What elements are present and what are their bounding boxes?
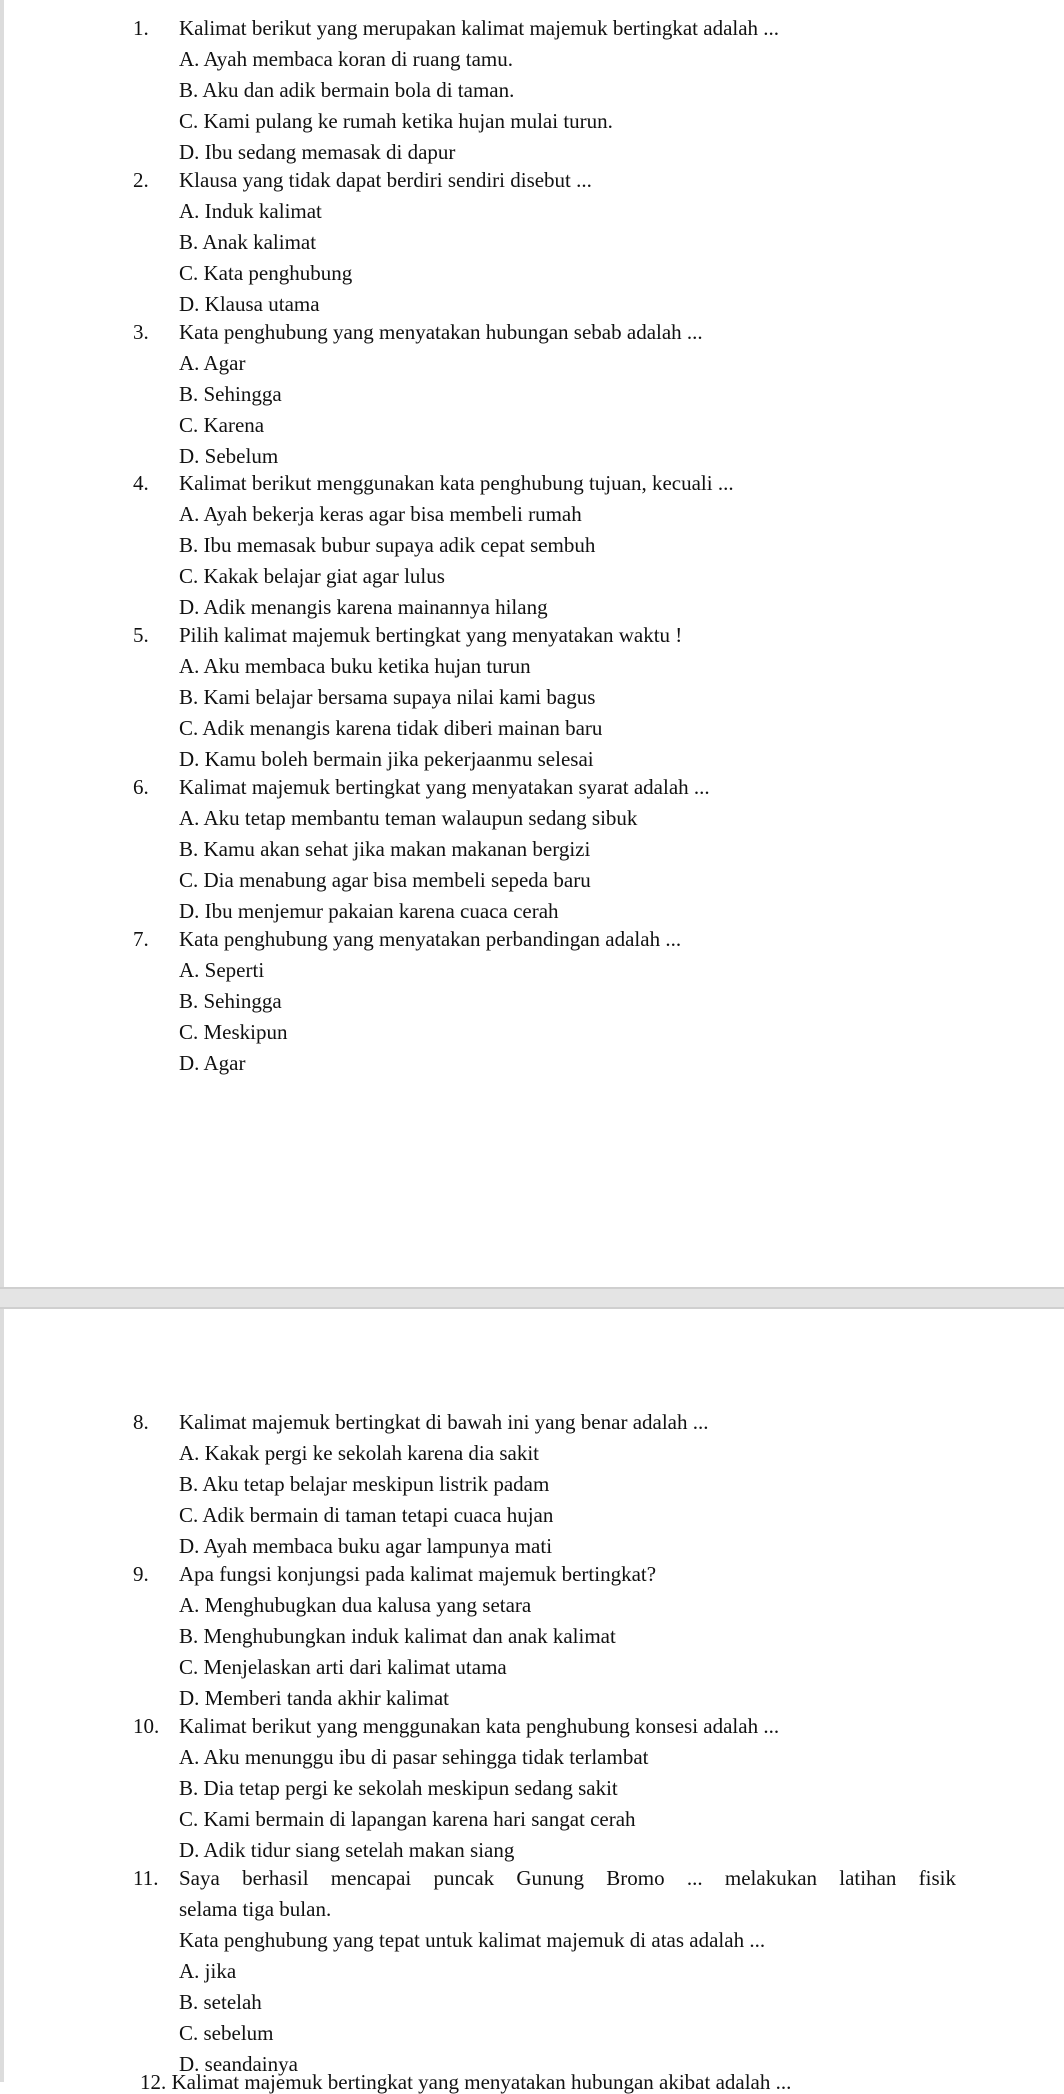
cut-off-question: 12. Kalimat majemuk bertingkat yang menyatakan hubungan akibat adalah ...: [140, 2070, 792, 2094]
question-11: [0, 1863, 1064, 2080]
option-d: D. Ayah membaca buku agar lampunya mati: [179, 1534, 553, 1558]
option-d: D. Sebelum: [179, 444, 279, 468]
option-b: B. Sehingga: [179, 382, 282, 406]
question-8: [0, 1407, 1064, 1562]
question-number: 3.: [133, 320, 149, 344]
option-b: B. Aku dan adik bermain bola di taman.: [179, 78, 515, 102]
question-5: [0, 620, 1064, 775]
question-text: Apa fungsi konjungsi pada kalimat majemuk bertingkat?: [179, 1562, 657, 1586]
option-c: C. Kakak belajar giat agar lulus: [179, 564, 445, 588]
option-d: D. seandainya: [179, 2052, 298, 2076]
option-a: A. Ayah membaca koran di ruang tamu.: [179, 47, 513, 71]
question-7: [0, 924, 1064, 1079]
question-number: 2.: [133, 168, 149, 192]
question-number: 11.: [133, 1866, 159, 1890]
question-number: 4.: [133, 471, 149, 495]
option-a: A. Induk kalimat: [179, 199, 322, 223]
option-c: C. Menjelaskan arti dari kalimat utama: [179, 1655, 507, 1679]
option-a: A. Menghubugkan dua kalusa yang setara: [179, 1593, 532, 1617]
option-b: B. Anak kalimat: [179, 230, 317, 254]
option-b: B. Menghubungkan induk kalimat dan anak kalimat: [179, 1624, 616, 1648]
option-a: A. Aku menunggu ibu di pasar sehingga tidak terlambat: [179, 1745, 649, 1769]
option-b: B. Aku tetap belajar meskipun listrik padam: [179, 1472, 550, 1496]
option-d: D. Agar: [179, 1051, 246, 1075]
question-text: Klausa yang tidak dapat berdiri sendiri disebut ...: [179, 168, 592, 192]
question-10: [0, 1711, 1064, 1866]
question-number: 10.: [133, 1714, 160, 1738]
question-text: Kalimat berikut menggunakan kata penghubung tujuan, kecuali ...: [179, 471, 734, 495]
option-c: C. Karena: [179, 413, 265, 437]
question-text: Kata penghubung yang menyatakan hubungan sebab adalah ...: [179, 320, 703, 344]
option-b: B. Ibu memasak bubur supaya adik cepat sembuh: [179, 533, 596, 557]
option-b: B. Sehingga: [179, 989, 282, 1013]
option-c: C. sebelum: [179, 2021, 274, 2045]
question-text: Kalimat majemuk bertingkat yang menyatakan syarat adalah ...: [179, 775, 710, 799]
option-a: A. Aku tetap membantu teman walaupun sedang sibuk: [179, 806, 638, 830]
option-d: D. Memberi tanda akhir kalimat: [179, 1686, 449, 1710]
question-text: Kata penghubung yang menyatakan perbandingan adalah ...: [179, 927, 682, 951]
option-d: D. Ibu menjemur pakaian karena cuaca cerah: [179, 899, 559, 923]
option-b: B. Kamu akan sehat jika makan makanan bergizi: [179, 837, 591, 861]
option-c: C. Kami bermain di lapangan karena hari sangat cerah: [179, 1807, 636, 1831]
question-number: 7.: [133, 927, 149, 951]
question-text: Saya berhasil mencapai puncak Gunung Bromo ... melakukan latihan fisik: [179, 1866, 956, 1890]
option-c: C. Kami pulang ke rumah ketika hujan mulai turun.: [179, 109, 613, 133]
option-d: D. Kamu boleh bermain jika pekerjaanmu selesai: [179, 747, 594, 771]
option-c: C. Kata penghubung: [179, 261, 353, 285]
question-2: [0, 165, 1064, 320]
question-text: Kalimat berikut yang menggunakan kata penghubung konsesi adalah ...: [179, 1714, 780, 1738]
option-b: B. setelah: [179, 1990, 262, 2014]
option-a: A. Agar: [179, 351, 246, 375]
question-1: [0, 13, 1064, 168]
option-c: C. Dia menabung agar bisa membeli sepeda baru: [179, 868, 591, 892]
option-d: D. Klausa utama: [179, 292, 320, 316]
option-d: D. Adik tidur siang setelah makan siang: [179, 1838, 515, 1862]
question-3: [0, 317, 1064, 472]
page-separator: [0, 1287, 1064, 1309]
option-b: B. Kami belajar bersama supaya nilai kami bagus: [179, 685, 596, 709]
question-6: [0, 772, 1064, 927]
option-d: D. Ibu sedang memasak di dapur: [179, 140, 456, 164]
question-text-continuation: selama tiga bulan.: [179, 1897, 332, 1921]
option-c: C. Meskipun: [179, 1020, 288, 1044]
question-subtext: Kata penghubung yang tepat untuk kalimat majemuk di atas adalah ...: [179, 1928, 766, 1952]
question-text: Kalimat berikut yang merupakan kalimat majemuk bertingkat adalah ...: [179, 16, 780, 40]
option-b: B. Dia tetap pergi ke sekolah meskipun sedang sakit: [179, 1776, 618, 1800]
question-9: [0, 1559, 1064, 1714]
question-number: 9.: [133, 1562, 149, 1586]
option-a: A. jika: [179, 1959, 237, 1983]
option-a: A. Kakak pergi ke sekolah karena dia sakit: [179, 1441, 539, 1465]
option-a: A. Ayah bekerja keras agar bisa membeli rumah: [179, 502, 582, 526]
option-c: C. Adik bermain di taman tetapi cuaca hujan: [179, 1503, 554, 1527]
question-text: Pilih kalimat majemuk bertingkat yang menyatakan waktu !: [179, 623, 683, 647]
option-a: A. Seperti: [179, 958, 265, 982]
option-d: D. Adik menangis karena mainannya hilang: [179, 595, 548, 619]
question-4: [0, 468, 1064, 623]
question-number: 1.: [133, 16, 149, 40]
option-c: C. Adik menangis karena tidak diberi mainan baru: [179, 716, 603, 740]
question-text: Kalimat majemuk bertingkat di bawah ini yang benar adalah ...: [179, 1410, 709, 1434]
question-number: 8.: [133, 1410, 149, 1434]
option-a: A. Aku membaca buku ketika hujan turun: [179, 654, 531, 678]
question-number: 6.: [133, 775, 149, 799]
question-number: 5.: [133, 623, 149, 647]
